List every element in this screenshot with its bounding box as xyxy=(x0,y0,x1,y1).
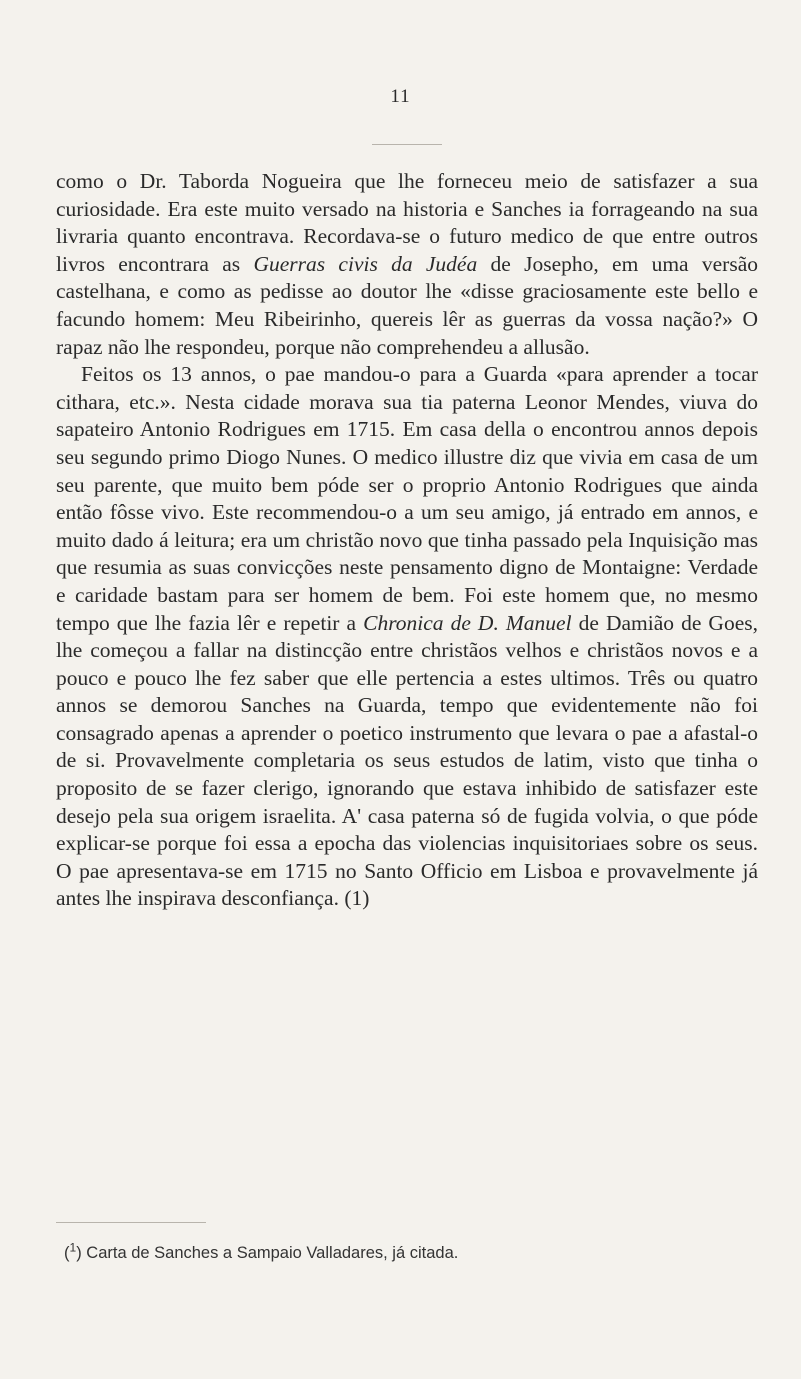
footnote-rule xyxy=(56,1222,206,1223)
footnote-close-paren: ) xyxy=(76,1244,82,1262)
page-number: 11 xyxy=(390,86,411,107)
paragraph-2-text-b: de Damião de Goes, lhe começou a fallar na distincção entre christãos velhos e christãos novos e a pouco e pouco lhe fez saber que elle pertencia a estes ultimos. Três ou quatro annos se demorou Sanches na Guarda, tempo que evidentemente não foi consagrado apenas a aprender o poetico instrumento que levara o pae a afastal-o de si. Provavelmente completaria os seus estudos de latim, visto que tinha o proposito de se fazer clerigo, ignorando que estava inhibido de satisfazer este desejo pela sua origem israelita. A' casa paterna só de fugida volvia, o que póde explicar-se porque foi essa a epocha das violencias inquisitoriaes sobre os seus. O pae apresentava-se em 1715 no Santo Officio em Lisboa e provavelmente já antes lhe inspirava desconfiança. xyxy=(56,610,758,911)
header-rule xyxy=(372,144,442,145)
paragraph-1-text-a: como o Dr. Taborda Nogueira que lhe forneceu meio de satisfazer a sua curiosidade. Era este muito versado na historia e Sanches ia forrageando na sua livraria quanto encontrava. Recordava-se o futuro medico de que entre outros livros encontrara as xyxy=(56,169,758,276)
footnote-mark: 1 xyxy=(69,1240,77,1255)
paragraph-1 xyxy=(56,168,758,361)
paragraph-2-text-a: Feitos os 13 annos, o pae mandou-o para a Guarda «para aprender a tocar cithara, etc.». Nesta cidade morava sua tia paterna Leonor Mendes, viuva do sapateiro Antonio Rodrigues em 1715. Em casa della o encontrou annos depois seu segundo primo Diogo Nunes. O medico illustre diz que vivia em casa de um seu parente, que muito bem póde ser o proprio Antonio Rodrigues que ainda então fôsse vivo. Este recommendou-o a um seu amigo, já entrado em annos, e muito dado á leitura; era um christão novo que tinha passado pela Inquisição mas que resumia as suas convicções neste pensamento digno de Montaigne: Verdade e caridade bastam para ser homem de bem. Foi este homem que, no mesmo tempo que lhe fazia lêr e repetir a xyxy=(56,362,758,635)
paragraph-2 xyxy=(56,361,758,913)
book-title-chronica: Chronica de D. Manuel xyxy=(363,610,572,635)
book-title-guerras-civis: Guerras civis da Judéa xyxy=(253,251,478,276)
body-text xyxy=(56,168,758,913)
footnote-text: Carta de Sanches a Sampaio Valladares, já citada. xyxy=(81,1244,459,1262)
footnote-open-paren: ( xyxy=(64,1244,70,1262)
footnote xyxy=(64,1242,764,1264)
paragraph-1-text-b: de Josepho, em uma versão castelhana, e como as pedisse ao doutor lhe «disse graciosamente este bello e facundo homem: Meu Ribeirinho, quereis lêr as guerras da vossa nação?» O rapaz não lhe respondeu, porque não comprehendeu a allusão. xyxy=(56,251,759,359)
footnote-reference: (1) xyxy=(344,886,370,911)
